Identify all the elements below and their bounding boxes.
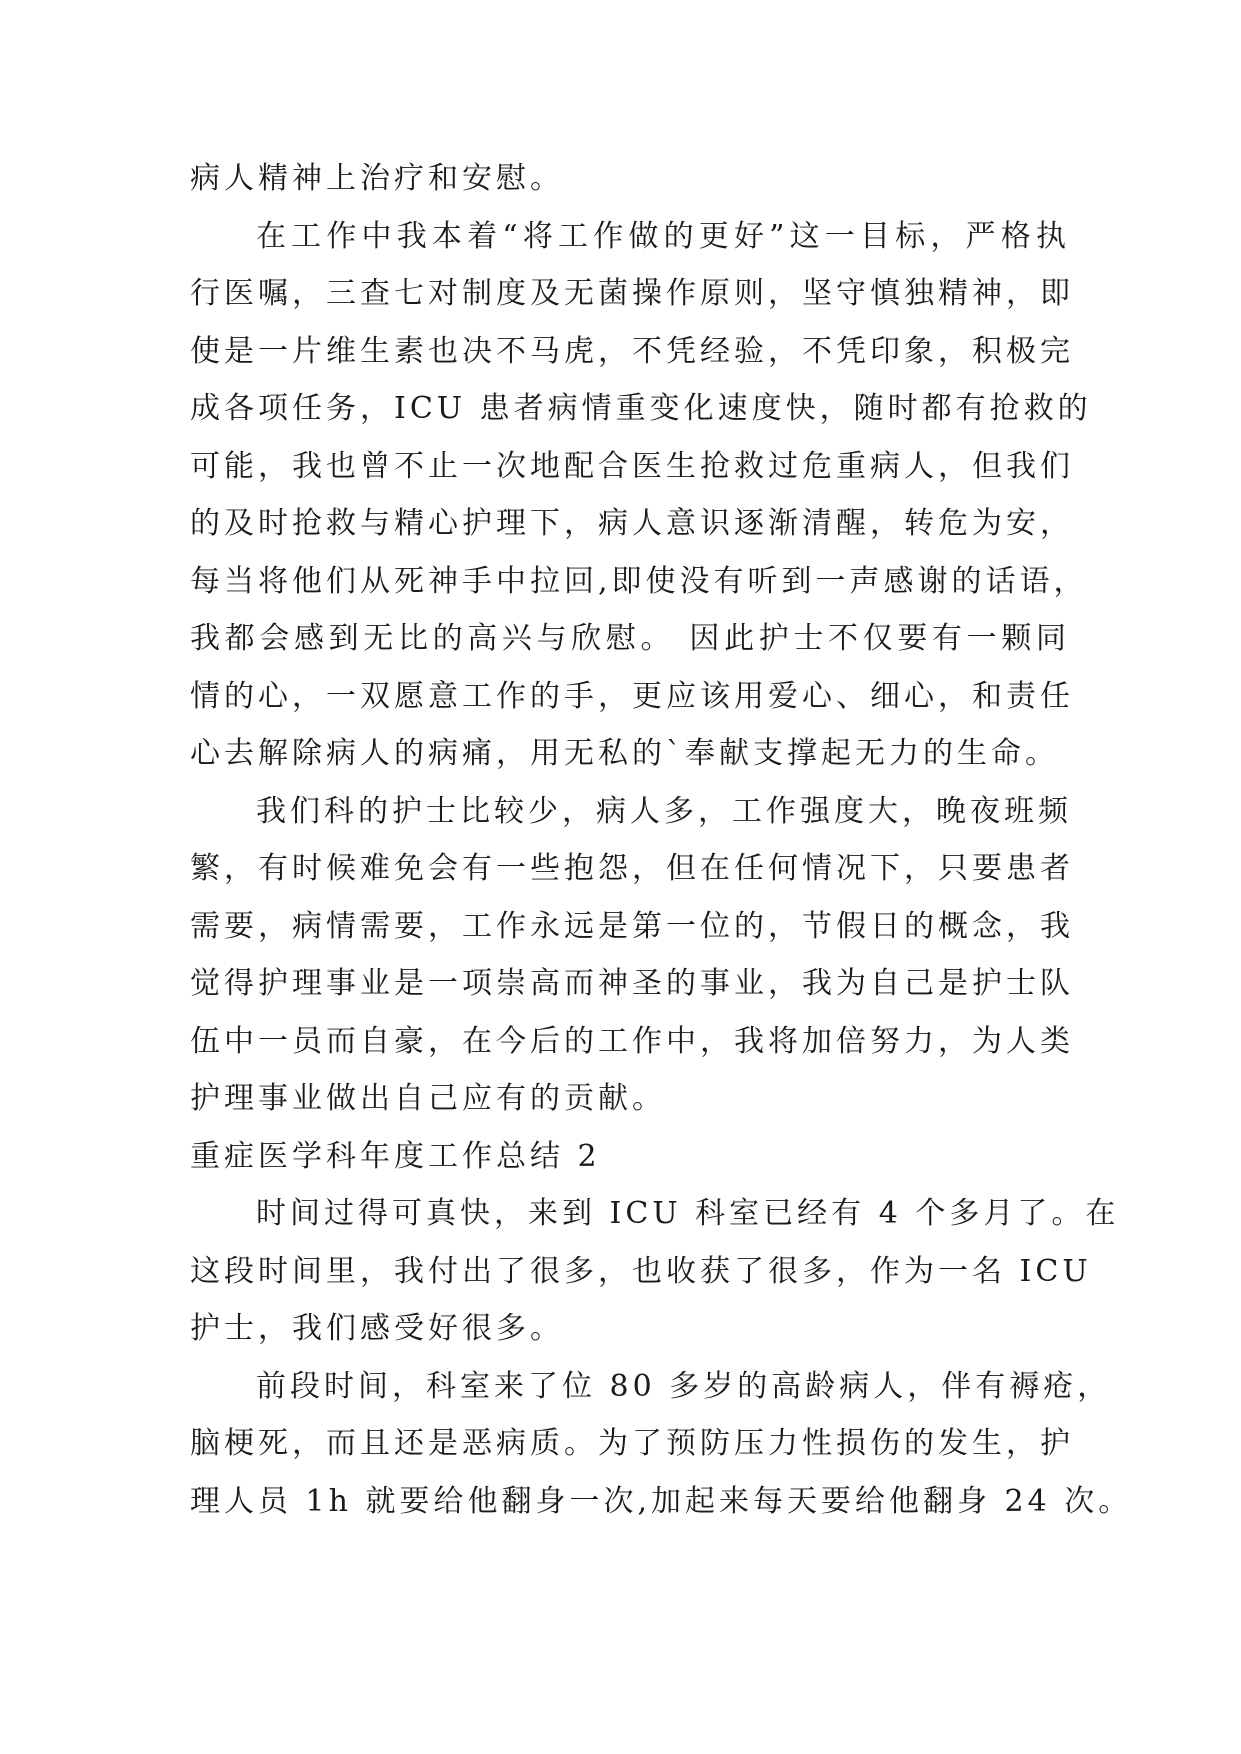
text-line: 可能，我也曾不止一次地配合医生抢救过危重病人，但我们 [190,448,1074,484]
text-line: 护士，我们感受好很多。 [190,1311,564,1346]
text-line: 的及时抢救与精心护理下，病人意识逐渐清醒，转危为安， [190,506,1074,541]
paragraph-first-line: 前段时间，科室来了位 80 多岁的高龄病人，伴有褥疮， [256,1368,1112,1404]
paragraph-first-line: 时间过得可真快，来到 ICU 科室已经有 4 个多月了。在 [256,1196,1120,1231]
text-line: 护理事业做出自己应有的贡献。 [190,1081,666,1116]
text-line: 成各项任务，ICU 患者病情重变化速度快，随时都有抢救的 [190,391,1092,426]
text-line: 觉得护理事业是一项崇高而神圣的事业，我为自己是护士队 [190,966,1074,1001]
text-line: 心去解除病人的病痛，用无私的`奉献支撑起无力的生命。 [190,736,1059,771]
paragraph-first-line: 我们科的护士比较少，病人多，工作强度大，晚夜班频 [256,793,1072,829]
text-line: 病人精神上治疗和安慰。 [190,161,564,196]
text-line: 理人员 1h 就要给他翻身一次,加起来每天要给他翻身 24 次。 [190,1483,1133,1519]
document-body [190,150,1133,1530]
text-line: 情的心，一双愿意工作的手，更应该用爱心、细心，和责任 [190,678,1074,714]
text-line: 使是一片维生素也决不马虎，不凭经验，不凭印象，积极完 [190,333,1074,369]
text-line: 这段时间里，我付出了很多，也收获了很多，作为一名 ICU [190,1253,1092,1289]
text-line: 伍中一员而自豪，在今后的工作中，我将加倍努力，为人类 [190,1023,1074,1059]
text-line: 脑梗死，而且还是恶病质。为了预防压力性损伤的发生，护 [190,1426,1074,1461]
text-line: 行医嘱，三查七对制度及无菌操作原则，坚守慎独精神，即 [190,276,1074,311]
text-line: 繁，有时候难免会有一些抱怨，但在任何情况下，只要患者 [190,851,1074,886]
paragraph-first-line: 在工作中我本着“将工作做的更好”这一目标，严格执 [256,218,1070,254]
text-line: 每当将他们从死神手中拉回,即使没有听到一声感谢的话语， [190,563,1088,599]
text-line: 需要，病情需要，工作永远是第一位的，节假日的概念，我 [190,908,1074,944]
section-heading: 重症医学科年度工作总结 2 [190,1138,601,1174]
text-line: 我都会感到无比的高兴与欣慰。 因此护士不仅要有一颗同 [190,621,1070,656]
